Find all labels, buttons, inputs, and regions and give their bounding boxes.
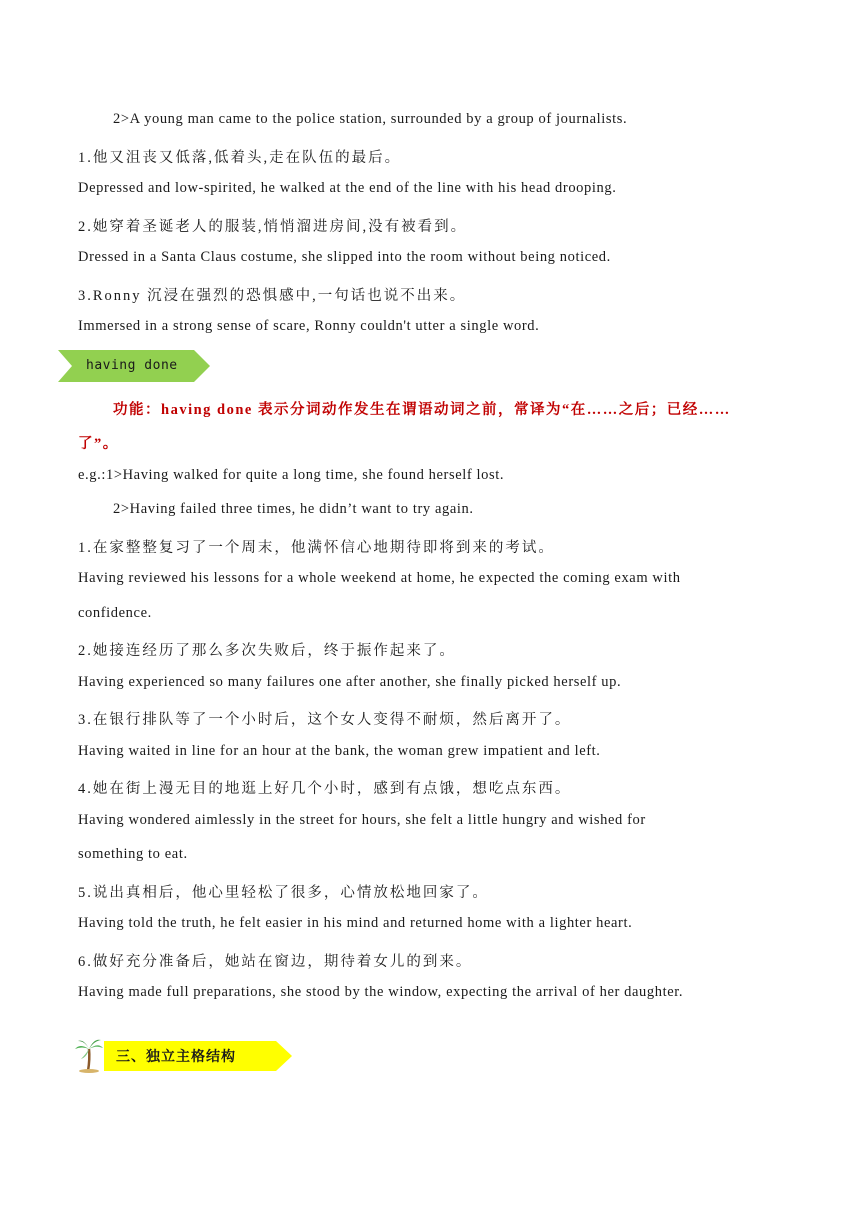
chinese-sentence: 6.做好充分准备后，她站在窗边，期待着女儿的到来。 [78, 954, 473, 970]
chinese-sentence: 5.说出真相后，他心里轻松了很多，心情放松地回家了。 [78, 885, 489, 901]
function-note-continued: 了”。 [78, 436, 119, 452]
english-sentence: something to eat. [78, 846, 188, 862]
english-sentence: Having waited in line for an hour at the bank, the woman grew impatient and left. [78, 743, 601, 759]
english-sentence: Having experienced so many failures one after another, she finally picked herself up. [78, 674, 622, 690]
english-sentence: Having reviewed his lessons for a whole weekend at home, he expected the coming exam with [78, 570, 681, 586]
function-note: 功能：having done 表示分词动作发生在谓语动词之前，常译为“在……之后；已经…… [113, 402, 731, 418]
chinese-sentence: 3.在银行排队等了一个小时后，这个女人变得不耐烦，然后离开了。 [78, 712, 572, 728]
section-three-label: 三、独立主格结构 [116, 1049, 236, 1065]
chinese-sentence: 4.她在街上漫无目的地逛上好几个小时，感到有点饿，想吃点东西。 [78, 781, 572, 797]
chinese-sentence: 2.她接连经历了那么多次失败后，终于振作起来了。 [78, 643, 456, 659]
chinese-sentence: 1.他又沮丧又低落,低着头,走在队伍的最后。 [78, 150, 402, 166]
english-sentence: Dressed in a Santa Claus costume, she slipped into the room without being noticed. [78, 249, 611, 265]
example-line: 2>Having failed three times, he didn’t want to try again. [113, 501, 474, 517]
banner-label: having done [86, 358, 178, 373]
example-line: e.g.:1>Having walked for quite a long time, she found herself lost. [78, 467, 505, 483]
chinese-sentence: 3.Ronny 沉浸在强烈的恐惧感中,一句话也说不出来。 [78, 288, 467, 304]
english-sentence: Having told the truth, he felt easier in his mind and returned home with a lighter heart. [78, 915, 633, 931]
having-done-banner [58, 350, 210, 382]
english-sentence: confidence. [78, 605, 152, 621]
english-sentence: Having wondered aimlessly in the street for hours, she felt a little hungry and wished for [78, 812, 646, 828]
english-sentence: Depressed and low-spirited, he walked at the end of the line with his head drooping. [78, 180, 617, 196]
section-three-banner [74, 1037, 294, 1073]
chinese-sentence: 2.她穿着圣诞老人的服装,悄悄溜进房间,没有被看到。 [78, 219, 468, 235]
chinese-sentence: 1.在家整整复习了一个周末，他满怀信心地期待即将到来的考试。 [78, 540, 555, 556]
example-line: 2>A young man came to the police station, surrounded by a group of journalists. [113, 111, 628, 127]
english-sentence: Having made full preparations, she stood by the window, expecting the arrival of her daughter. [78, 984, 684, 1000]
english-sentence: Immersed in a strong sense of scare, Ronny couldn't utter a single word. [78, 318, 540, 334]
